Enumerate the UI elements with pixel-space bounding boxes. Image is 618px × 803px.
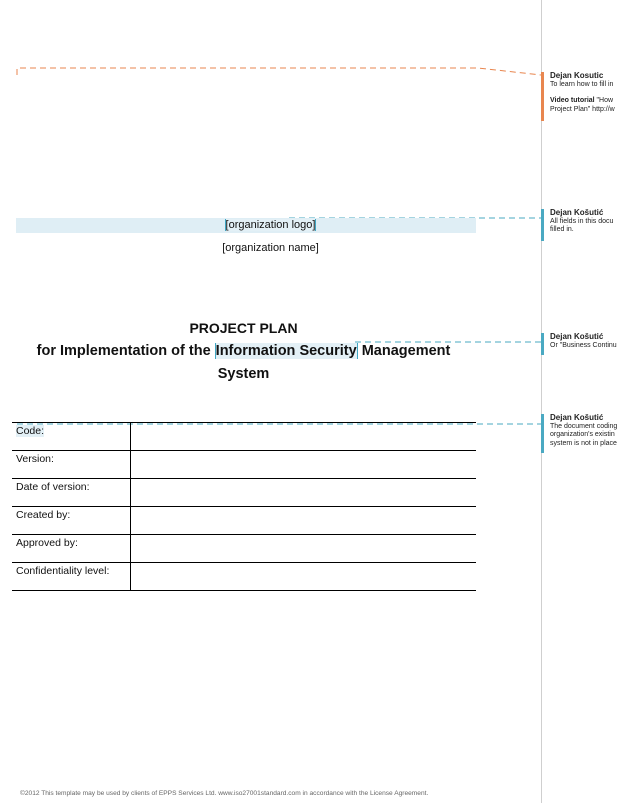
organization-logo-placeholder[interactable]: [organization logo] xyxy=(225,219,316,231)
confidentiality-level-label: Confidentiality level: xyxy=(12,563,131,591)
version-value[interactable] xyxy=(131,451,477,479)
comment-4-text: The document coding xyxy=(550,422,618,430)
date-of-version-label: Date of version: xyxy=(12,479,131,507)
confidentiality-level-value[interactable] xyxy=(131,563,477,591)
comment-4-author: Dejan Košutić xyxy=(550,414,604,422)
subtitle-suffix: Management xyxy=(361,343,451,359)
footer-license-text: ©2012 This template may be used by clients of EPPS Services Ltd. www.iso27001standard.com in accordance with the License Agreement. xyxy=(20,790,429,797)
document-info-table xyxy=(12,422,476,591)
approved-by-value[interactable] xyxy=(131,535,477,563)
comment-3-text: Or "Business Continu xyxy=(550,341,617,349)
comment-4-bar xyxy=(541,414,544,453)
subtitle-highlight[interactable]: Information Security xyxy=(215,343,357,359)
comment-1-text-2: Video tutorial "How xyxy=(550,97,614,104)
table-row xyxy=(12,451,476,479)
document-subtitle-line2: System xyxy=(217,366,270,382)
created-by-value[interactable] xyxy=(131,507,477,535)
date-of-version-value[interactable] xyxy=(131,479,477,507)
code-label: Code: xyxy=(12,423,131,451)
comment-3[interactable] xyxy=(541,333,618,355)
document-subtitle xyxy=(0,343,487,359)
version-label: Version: xyxy=(12,451,131,479)
comment-2-text: All fields in this docu xyxy=(550,217,614,225)
comment-1-author: Dejan Kosutic xyxy=(550,72,604,80)
comment-2-author: Dejan Košutić xyxy=(550,209,604,217)
approved-by-label: Approved by: xyxy=(12,535,131,563)
comment-2-text-2: filled in. xyxy=(550,226,574,233)
comment-4-text-2: organization's existin xyxy=(550,431,615,438)
comment-3-author: Dejan Košutić xyxy=(550,333,604,341)
comment-1-text: To learn how to fill in xyxy=(550,80,614,88)
document-title: PROJECT PLAN xyxy=(189,320,298,336)
table-row xyxy=(12,535,476,563)
comment-4[interactable] xyxy=(541,414,618,453)
comment-2[interactable] xyxy=(541,209,618,241)
comment-4-text-3: system is not in place xyxy=(550,439,617,447)
comment-1[interactable] xyxy=(541,72,618,121)
subtitle-prefix: for Implementation of the xyxy=(36,343,211,359)
comment-2-bar xyxy=(541,209,544,241)
created-by-label: Created by: xyxy=(12,507,131,535)
code-value[interactable] xyxy=(131,423,477,451)
comment-3-bar xyxy=(541,333,544,355)
table-row xyxy=(12,479,476,507)
table-row xyxy=(12,507,476,535)
table-row xyxy=(12,423,476,451)
comment-1-bar xyxy=(541,72,544,121)
organization-name-placeholder[interactable]: [organization name] xyxy=(222,242,319,254)
table-row xyxy=(12,563,476,591)
comment-1-text-3: Project Plan" http://w xyxy=(550,105,615,113)
